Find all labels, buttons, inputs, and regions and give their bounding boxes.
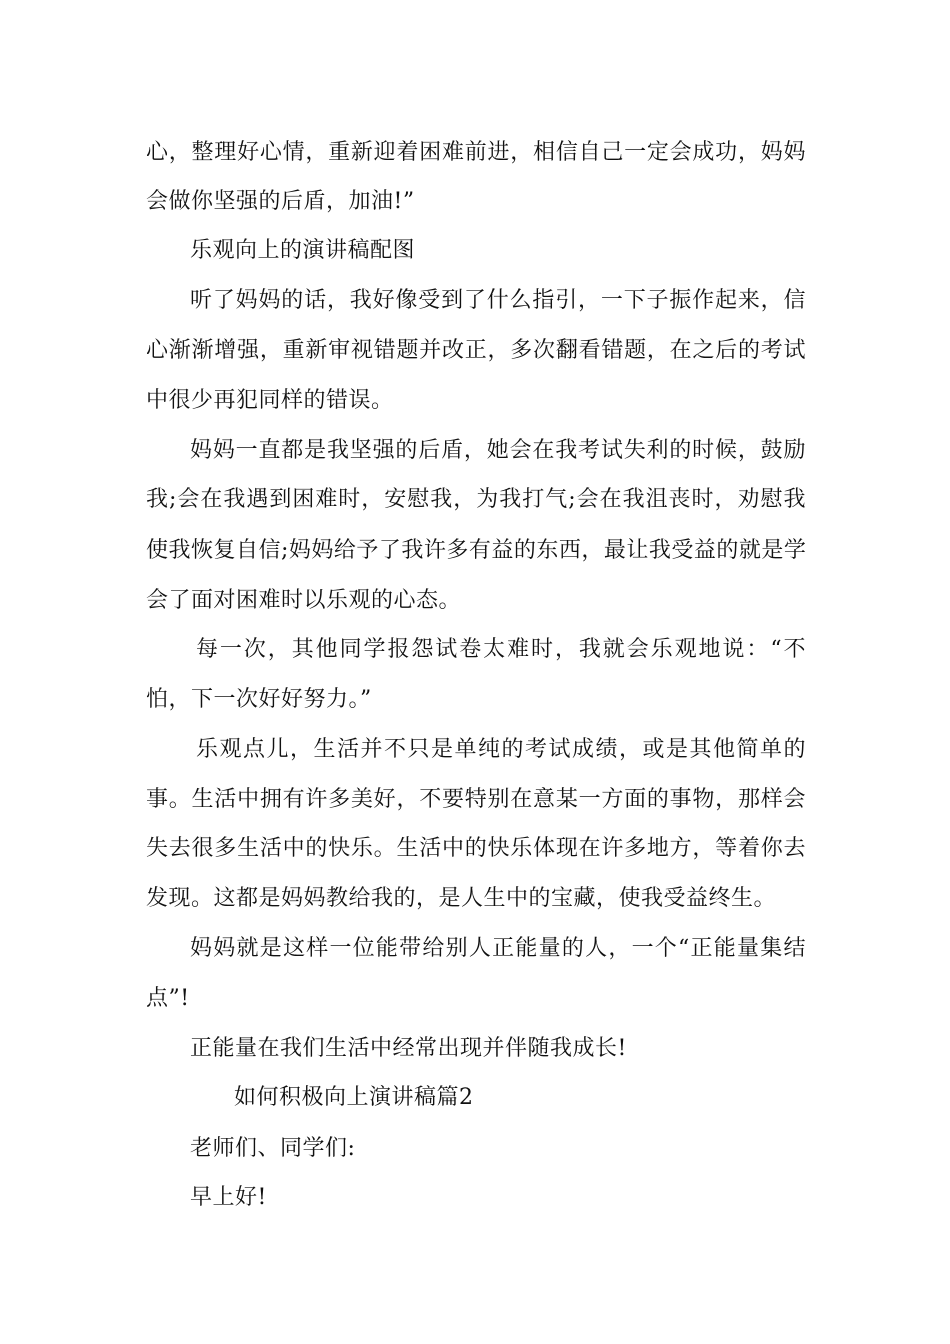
paragraph-line: 怕，下一次好好努力。” <box>146 687 372 712</box>
image-caption: 乐观向上的演讲稿配图 <box>190 238 416 263</box>
paragraph-line: 乐观点儿，生活并不只是单纯的考试成绩，或是其他简单的 <box>196 737 806 762</box>
paragraph-line: 妈妈一直都是我坚强的后盾，她会在我考试失利的时候，鼓励 <box>190 438 806 463</box>
section-heading: 如何积极向上演讲稿篇2 <box>234 1085 474 1110</box>
paragraph-line: 事。生活中拥有许多美好，不要特别在意某一方面的事物，那样会 <box>146 787 806 812</box>
paragraph-line: 中很少再犯同样的错误。 <box>146 388 394 413</box>
paragraph-line: 失去很多生活中的快乐。生活中的快乐体现在许多地方，等着你去 <box>146 836 806 861</box>
salutation: 老师们、同学们: <box>190 1136 356 1161</box>
paragraph-line: 会做你坚强的后盾，加油!” <box>146 189 415 214</box>
paragraph-line: 听了妈妈的话，我好像受到了什么指引，一下子振作起来，信 <box>190 288 806 313</box>
paragraph-line: 使我恢复自信;妈妈给予了我许多有益的东西，最让我受益的就是学 <box>146 538 807 563</box>
paragraph-line: 正能量在我们生活中经常出现并伴随我成长! <box>190 1036 627 1061</box>
paragraph-line: 心，整理好心情，重新迎着困难前进，相信自己一定会成功，妈妈 <box>146 140 806 165</box>
paragraph-line: 妈妈就是这样一位能带给别人正能量的人，一个“正能量集结 <box>190 936 806 961</box>
greeting: 早上好! <box>190 1185 267 1210</box>
paragraph-line: 心渐渐增强，重新审视错题并改正，多次翻看错题，在之后的考试 <box>146 338 806 363</box>
paragraph-line: 点”! <box>146 986 190 1011</box>
paragraph-line: 每一次，其他同学报怨试卷太难时，我就会乐观地说：“不 <box>196 637 806 662</box>
paragraph-line: 会了面对困难时以乐观的心态。 <box>146 588 462 613</box>
paragraph-line: 我;会在我遇到困难时，安慰我，为我打气;会在我沮丧时，劝慰我 <box>146 487 806 512</box>
paragraph-line: 发现。这都是妈妈教给我的，是人生中的宝藏，使我受益终生。 <box>146 886 777 911</box>
